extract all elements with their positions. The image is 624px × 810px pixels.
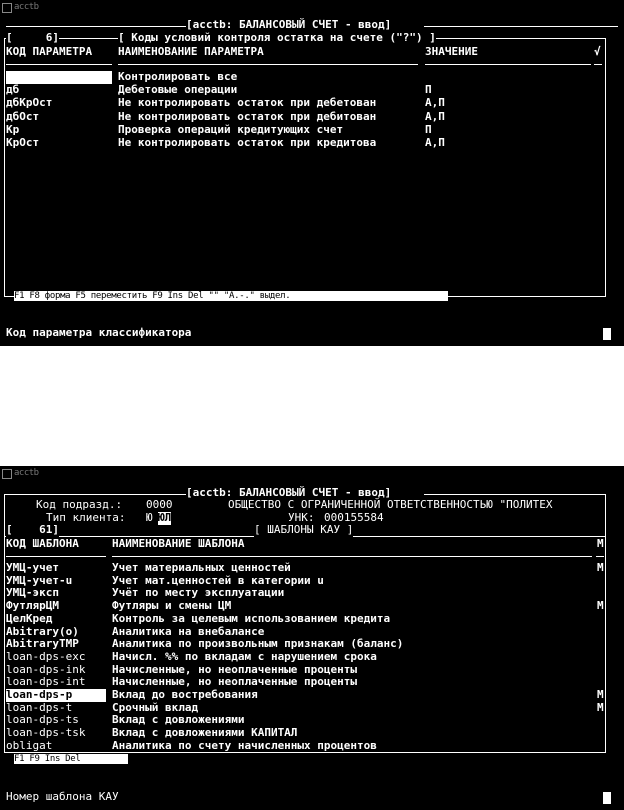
- table-row[interactable]: [6, 84, 602, 97]
- row-code: loan-dps-ts: [6, 713, 79, 727]
- header-line-left: [4, 494, 186, 495]
- row-value: П: [425, 122, 432, 136]
- table-row[interactable]: [6, 727, 602, 740]
- col-header-name: НАИМЕНОВАНИЕ ШАБЛОНА: [112, 537, 245, 550]
- row-name: Начисленные, но неоплаченные проценты: [112, 662, 358, 676]
- unk-value: 000155584: [324, 511, 384, 524]
- org-name: ОБЩЕСТВО С ОГРАНИЧЕННОЙ ОТВЕТСТВЕННОСТЬЮ "ПОЛИТЕХ: [228, 498, 553, 511]
- col-header-code: КОД ШАБЛОНА: [6, 537, 79, 550]
- terminal-window-1: [0, 0, 624, 346]
- row-code: УМЦ-учет: [6, 561, 59, 574]
- row-code: loan-dps-t: [6, 700, 73, 714]
- row-name: Дебетовые операции: [118, 83, 238, 97]
- header-underline: [6, 556, 106, 557]
- row-name: Вклад с довложениями КАПИТАЛ: [112, 726, 298, 740]
- row-code: [6, 71, 112, 84]
- row-code: УМЦ-эксп: [6, 586, 59, 600]
- row-code: дб: [6, 83, 20, 97]
- header-underline: [112, 556, 592, 557]
- status-line: Номер шаблона КАУ: [6, 790, 119, 803]
- row-name: Начисл. %% по вкладам с нарушением срока: [112, 649, 377, 663]
- client-type-label: Тип клиента:: [46, 511, 126, 524]
- window-titlebar: [0, 466, 624, 480]
- header-underline: [596, 556, 604, 557]
- row-flag: М: [597, 599, 604, 613]
- row-code: loan-dps-exc: [6, 649, 86, 663]
- client-type-field[interactable]: ЮЛ: [158, 511, 172, 524]
- client-type-value: Ю: [146, 511, 153, 524]
- col-header-name: НАИМЕНОВАНИЕ ПАРАМЕТРА: [118, 45, 264, 58]
- subdiv-label: Код подразд.:: [36, 498, 123, 511]
- subdiv-value: 0000: [146, 498, 173, 511]
- row-name: Проверка операций кредитующих счет: [118, 122, 344, 136]
- row-code: УМЦ-учет-u: [6, 573, 73, 587]
- row-name: Футляры и смены ЦМ: [112, 599, 232, 613]
- row-name: Срочный вклад: [112, 700, 199, 714]
- system-menu-icon[interactable]: [2, 469, 12, 479]
- row-code: obligat: [6, 738, 53, 752]
- table-row[interactable]: [6, 702, 602, 715]
- row-code: loan-dps-tsk: [6, 726, 86, 740]
- row-code: Abitrary(o): [6, 624, 79, 638]
- col-header-value: ЗНАЧЕНИЕ: [425, 45, 478, 58]
- row-name: Учет материальных ценностей: [112, 561, 291, 574]
- row-name: Вклад с довложениями: [112, 713, 245, 727]
- cursor-block: [603, 328, 611, 340]
- cursor-block: [603, 792, 611, 804]
- header-line-right: [424, 26, 618, 27]
- row-name: Не контролировать остаток при дебетован: [118, 96, 377, 110]
- row-name: Учет мат.ценностей в категории u: [112, 573, 324, 587]
- row-value: А,П: [425, 109, 445, 123]
- row-name: Аналитика по произвольным признакам (баланс): [112, 637, 404, 651]
- row-name: Контроль за целевым использованием кредита: [112, 611, 391, 625]
- row-flag: М: [597, 561, 604, 574]
- row-value: А,П: [425, 136, 445, 149]
- window-title: acctb: [14, 468, 39, 478]
- row-code: ФутлярЦМ: [6, 599, 59, 613]
- window-titlebar: [0, 0, 624, 14]
- row-code: дбОст: [6, 109, 40, 123]
- row-code: loan-dps-int: [6, 675, 86, 689]
- record-counter: [ 6]: [6, 31, 59, 44]
- row-name: Не контролировать остаток при кредитова: [118, 136, 377, 149]
- col-header-code: КОД ПАРАМЕТРА: [6, 45, 93, 58]
- table-row[interactable]: [6, 587, 602, 600]
- unk-label: УНК:: [288, 511, 315, 524]
- row-value: А,П: [425, 96, 445, 110]
- table-row[interactable]: [6, 600, 602, 613]
- panel-title: [ ШАБЛОНЫ КАУ ]: [254, 523, 354, 536]
- row-flag: М: [597, 688, 604, 701]
- row-code: КрОст: [6, 136, 40, 149]
- terminal-window-2: [0, 466, 624, 810]
- panel-title: [ Коды условий контроля остатка на счете ("?") ]: [118, 31, 436, 44]
- header-underline: [6, 64, 112, 65]
- row-name: Аналитика по счету начисленных процентов: [112, 738, 377, 752]
- row-name: Учёт по месту эксплуатации: [112, 586, 285, 600]
- col-header-flag: М: [597, 537, 604, 550]
- table-row[interactable]: [6, 714, 602, 727]
- row-value: П: [425, 83, 432, 97]
- row-code: loan-dps-ink: [6, 662, 86, 676]
- header-line-left: [6, 26, 186, 27]
- row-name: Контролировать все: [118, 70, 238, 83]
- row-code: дбКрОст: [6, 96, 53, 110]
- header-underline: [425, 64, 591, 65]
- row-name: Вклад до востребования: [112, 688, 258, 701]
- record-counter: [ 61]: [6, 523, 59, 536]
- hotkey-hint-bar: F1 F9 Ins Del: [14, 754, 128, 764]
- col-header-check: √: [594, 45, 601, 58]
- row-name: Не контролировать остаток при дебитован: [118, 109, 377, 123]
- row-code: AbitraryTMP: [6, 637, 79, 651]
- header-line-right: [424, 494, 606, 495]
- form-header: [acctb: БАЛАНСОВЫЙ СЧЕТ - ввод]: [186, 486, 392, 499]
- row-name: Начисленные, но неоплаченные проценты: [112, 675, 358, 689]
- header-underline: [594, 64, 602, 65]
- hotkey-hint-bar: F1 F8 форма F5 переместить F9 Ins Del "" "А.-." выдел.: [14, 291, 448, 301]
- row-code: loan-dps-p: [6, 689, 106, 702]
- window-title: acctb: [14, 2, 39, 12]
- row-flag: М: [597, 700, 604, 714]
- header-underline: [118, 64, 418, 65]
- row-name: Аналитика на внебалансе: [112, 624, 265, 638]
- form-header: [acctb: БАЛАНСОВЫЙ СЧЕТ - ввод]: [186, 18, 392, 31]
- system-menu-icon[interactable]: [2, 3, 12, 13]
- status-line: Код параметра классификатора: [6, 326, 192, 339]
- row-code: ЦелКред: [6, 611, 53, 625]
- row-code: Кр: [6, 122, 20, 136]
- table-row[interactable]: [6, 562, 602, 575]
